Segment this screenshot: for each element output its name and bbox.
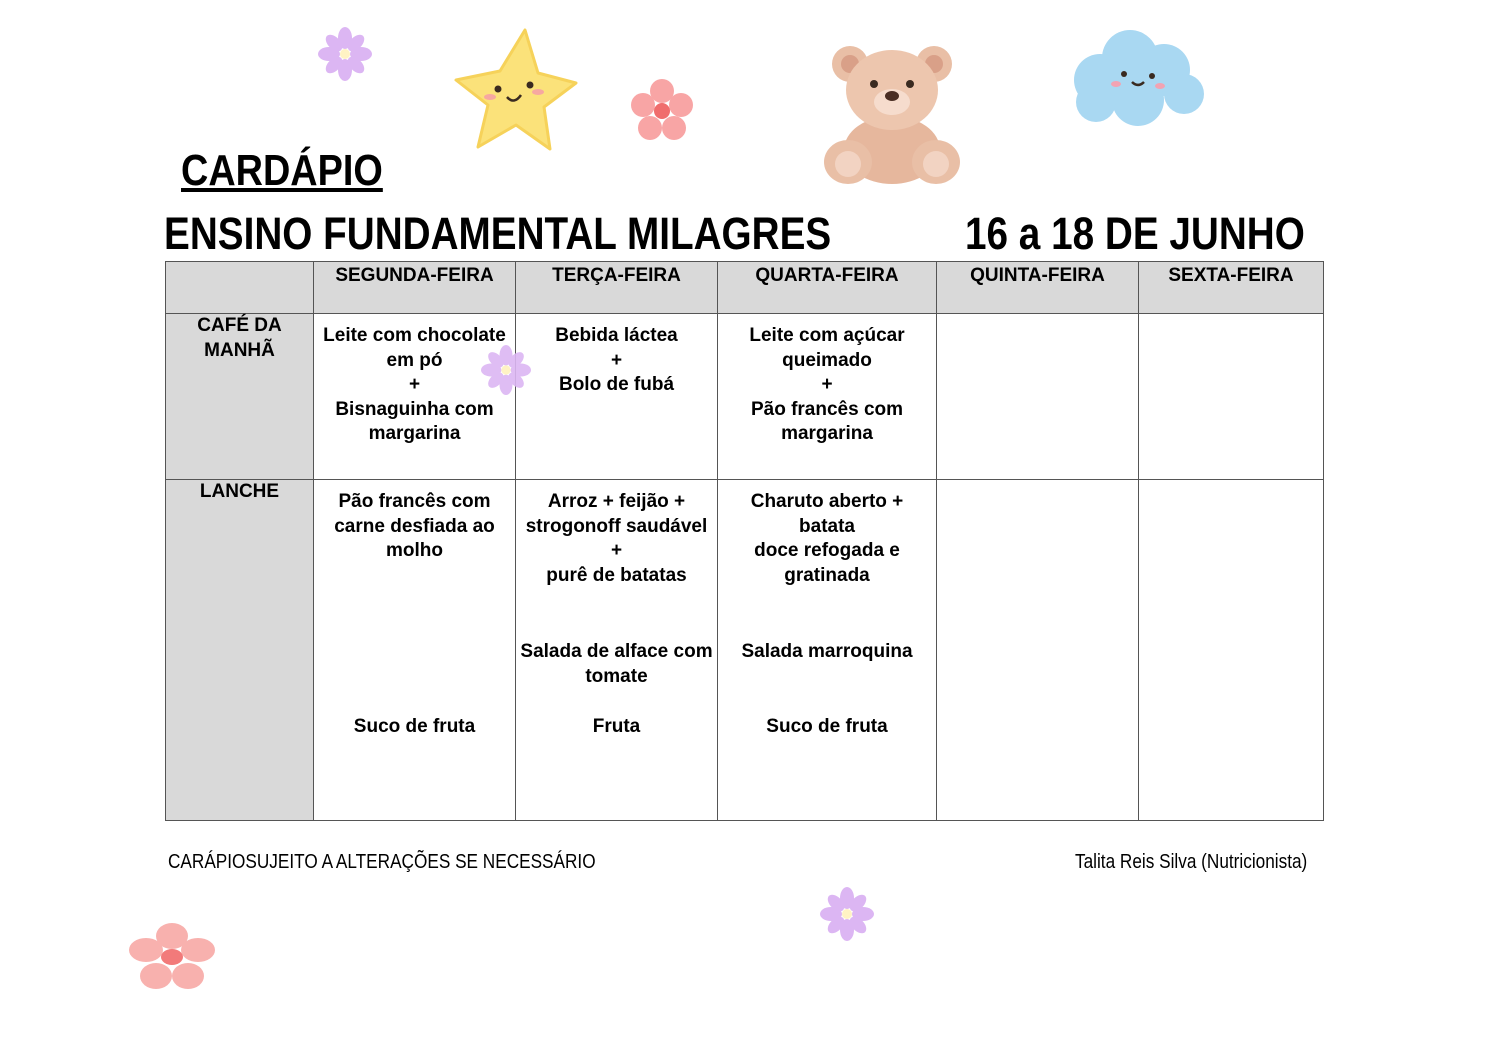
meal-cell <box>314 480 516 821</box>
table-row-lanche <box>166 480 1324 821</box>
salad <box>1139 640 1323 715</box>
table-row-cafe <box>166 314 1324 480</box>
cloud-icon <box>1068 24 1208 130</box>
drink-or-fruit: Fruta <box>592 716 641 737</box>
row-label-lanche-text: LANCHE <box>199 481 280 502</box>
main-dish <box>1139 480 1323 640</box>
page-title: CARDÁPIO <box>181 146 383 195</box>
meal-cell <box>1139 480 1324 821</box>
star-icon <box>450 25 580 155</box>
purple-flower-icon <box>481 345 531 395</box>
date-range: 16 a 18 DE JUNHO <box>965 208 1305 259</box>
meal-text <box>1139 314 1323 324</box>
menu-table <box>165 261 1324 821</box>
drink-or-fruit: Suco de fruta <box>353 716 476 737</box>
drink-or-fruit: Suco de fruta <box>766 716 888 737</box>
salad <box>314 640 515 715</box>
meal-cell <box>1139 314 1324 480</box>
school-name: ENSINO FUNDAMENTAL MILAGRES <box>164 208 832 259</box>
salad: Salada marroquina <box>741 641 913 662</box>
pink-flower-icon <box>630 78 694 142</box>
footer-note: CARÁPIOSUJEITO A ALTERAÇÕES SE NECESSÁRIO <box>168 851 596 873</box>
meal-text: Bebida láctea + Bolo de fubá <box>555 325 678 395</box>
teddy-bear-icon <box>822 38 962 186</box>
day-header-wednesday: QUARTA-FEIRA <box>718 262 937 314</box>
meal-text: Leite com açúcar queimado + Pão francês com margarina <box>749 325 905 444</box>
main-dish: Charuto aberto + batata doce refogada e gratinada <box>750 491 904 586</box>
main-dish: Arroz + feijão + strogonoff saudável + purê de batatas <box>525 491 708 586</box>
corner-cell <box>166 262 314 314</box>
day-header-monday: SEGUNDA-FEIRA <box>314 262 516 314</box>
row-label-lanche <box>166 480 314 821</box>
meal-cell <box>314 314 516 480</box>
day-header-friday: SEXTA-FEIRA <box>1139 262 1324 314</box>
meal-cell <box>516 480 718 821</box>
main-dish: Pão francês com carne desfiada ao molho <box>334 491 495 561</box>
day-header-thursday: QUINTA-FEIRA <box>937 262 1139 314</box>
salad <box>937 640 1138 715</box>
row-label-cafe <box>166 314 314 480</box>
meal-cell <box>718 480 937 821</box>
row-label-cafe-text: CAFÉ DA MANHÃ <box>197 315 282 361</box>
meal-text: Leite com chocolate em pó + Bisnaguinha com margarina <box>323 325 506 444</box>
purple-flower-icon <box>318 27 372 81</box>
purple-flower-icon <box>820 887 874 941</box>
footer-author: Talita Reis Silva (Nutricionista) <box>1075 851 1308 873</box>
main-dish <box>937 480 1138 640</box>
header-row <box>166 262 1324 314</box>
meal-text <box>937 314 1138 324</box>
salad: Salada de alface com tomate <box>520 641 713 687</box>
day-header-tuesday: TERÇA-FEIRA <box>516 262 718 314</box>
pink-flower-icon <box>128 922 216 992</box>
meal-cell <box>718 314 937 480</box>
meal-cell <box>937 480 1139 821</box>
meal-cell <box>516 314 718 480</box>
meal-cell <box>937 314 1139 480</box>
